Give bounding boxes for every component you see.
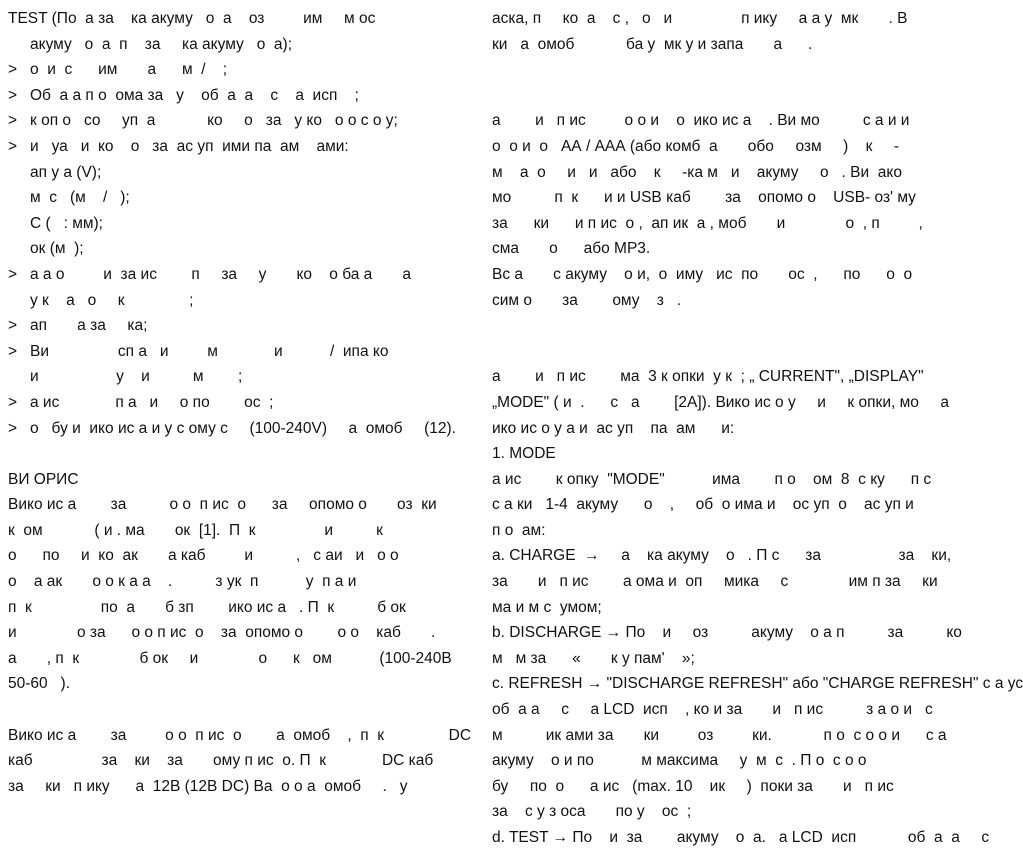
text-line: о и с им а м / ; [30, 61, 228, 79]
text-line: и уа и ко о за ас уп ими па ам ами: [30, 137, 349, 155]
text-line: с а ки 1-4 акуму о , об о има и ос уп о ас уп и [492, 496, 914, 514]
text-line: за и п ис а ома и оп мика с им п за ки [492, 573, 938, 591]
text-line: каб за ки за ому п ис о. П к DC каб [8, 752, 434, 770]
text-line: Ви сп а и м и / ипа ко [30, 342, 389, 360]
text-line: а ис к опку "MODE" има п о ом 8 с ку п с [492, 470, 932, 488]
text-line: п к по а б зп ико ис а . П к б ок [8, 598, 406, 616]
parameter-line: ап у а (V); [30, 163, 102, 181]
paragraph-gap [8, 441, 464, 467]
mode-item-discharge [492, 620, 962, 671]
paragraph-gap [492, 57, 942, 83]
mode-title: 1. MODE [492, 445, 556, 463]
paragraph-gap [8, 697, 464, 723]
parameter-line: м с (м / ); [30, 189, 130, 207]
paragraph-gap [492, 339, 942, 365]
text-line: ма и м с умом; [492, 598, 602, 616]
list-item [8, 57, 464, 83]
list-item [8, 83, 464, 109]
intro-paragraph [8, 6, 464, 57]
text-line: Вико ис а за о о п ис о а омоб , п к DC [8, 726, 472, 744]
battery-types-paragraph [492, 108, 942, 313]
list-item [8, 416, 464, 442]
parameter-line: С ( : мм); [30, 214, 103, 232]
bullet-marker: > [8, 265, 18, 283]
text-line: b. DISCHARGE → По и оз акуму о а п за ко [492, 624, 962, 642]
text-line: об а а с а LCD исп , ко и за и п ис з а о и с [492, 701, 933, 719]
car-usage-paragraph [8, 723, 472, 800]
mode-item-refresh [492, 671, 1023, 825]
mode-item-charge [492, 543, 952, 620]
text-line: за ки п ику а 12В (12В DC) Ва о о а омоб . у [8, 777, 408, 795]
list-item [8, 108, 464, 134]
right-column [492, 6, 1023, 851]
usage-paragraph [8, 492, 464, 697]
text-line: TEST (По а за ка акуму о а оз им м ос [8, 10, 376, 27]
mode-description [492, 467, 942, 544]
bullet-marker: > [8, 61, 18, 79]
text-line: а и п ис о о и о ико ис а . Ви мо с а и и [492, 112, 910, 130]
text-line: а и п ис ма 3 к опки у к ; „ CURRENT", „DISPLAY" [492, 368, 924, 386]
text-line: сма о або MP3. [492, 240, 651, 258]
text-line: у к а о к ; [30, 291, 194, 309]
bullet-marker: > [8, 393, 18, 411]
text-line: „MODE" ( и . с а [2А]). Вико ис о у и к опки, мо а [492, 393, 950, 411]
text-line: м ик ами за ки оз ки. п о с о о и с а [492, 726, 947, 744]
list-item [8, 134, 464, 262]
text-line: и у и м ; [30, 368, 243, 386]
text-line: ико ис о у а и ас уп па ам и: [492, 419, 735, 437]
bullet-marker: > [8, 317, 18, 335]
text-line: сим о за ому з . [492, 291, 682, 309]
text-line: а ис п а и о по ос ; [30, 393, 274, 411]
list-item [8, 313, 464, 339]
text-line: а , п к б ок и о к ом (100-240В [8, 649, 452, 667]
section-title: ВИ ОРИС [8, 470, 79, 488]
text-line: за ки и п ис о , ап ик а , моб и о , п , [492, 214, 923, 232]
text-line: м м за « к у пам' »; [492, 649, 695, 667]
mode-item-test [492, 825, 990, 851]
text-line: c. REFRESH → "DISCHARGE REFRESH" або "CHARGE REFRESH" с а ус [492, 675, 1023, 693]
bullet-marker: > [8, 112, 18, 130]
text-line: за с у з оса по у ос ; [492, 803, 692, 821]
text-line: о по и ко ак а каб и , с аи и о о [8, 547, 399, 565]
text-line: ап а за ка; [30, 317, 148, 335]
buttons-paragraph [492, 364, 950, 441]
text-line: мо п к и и USB каб за опомо о USB- оз' му [492, 189, 916, 207]
text-line: a. CHARGE → а ка акуму о . П с за за ки, [492, 547, 952, 565]
text-line: Вико ис а за о о п ис о за опомо о оз ки [8, 496, 437, 514]
text-line: к оп о со уп а ко о за у ко о о с о у; [30, 112, 398, 130]
text-line: d. TEST → По и за акуму о а. а LCD исп об а а с [492, 829, 990, 846]
text-line: аска, п ко а с , о и п ику а а у мк . В [492, 10, 908, 27]
left-column [8, 6, 472, 799]
bullet-marker: > [8, 342, 18, 360]
text-line: о а ак о о к а а . з ук п у п а и [8, 573, 357, 591]
text-line: бу по о а ис (max. 10 ик ) поки за и п ис [492, 777, 894, 795]
text-line: о о и о АА / ААА (або комб а обо озм ) к - [492, 137, 900, 155]
list-item [8, 390, 464, 416]
bullet-marker: > [8, 86, 18, 104]
text-line: Вс а с акуму о и, о иму ис по ос , по о о [492, 265, 913, 283]
text-line: а а о и за ис п за у ко о ба а а [30, 265, 412, 283]
text-line: к ом ( и . ма ок [1]. П к и к [8, 521, 383, 539]
text-line: 50-60 ). [8, 675, 71, 693]
text-line: акуму о и по м максима у м с . П о с о о [492, 752, 867, 770]
list-item [8, 339, 464, 390]
text-line: м а о и и або к -ка м и акуму о . Ви ако [492, 163, 902, 181]
list-item [8, 262, 464, 313]
text-line: Об а а п о ома за у об а а с а исп ; [30, 86, 359, 104]
text-line: п о ам: [492, 521, 546, 539]
parameter-line: ок (м ); [30, 240, 84, 258]
text-line: о бу и ико ис а и у с ому с (100-240V) а омоб (12). [30, 419, 456, 437]
bullet-marker: > [8, 419, 18, 437]
paragraph-gap [492, 313, 942, 339]
paragraph-gap [492, 83, 942, 109]
text-line: ки а омоб ба у мк у и запа а . [492, 35, 813, 53]
car-continued-paragraph [492, 6, 942, 57]
text-line: акуму о а п за ка акуму о а); [30, 35, 293, 53]
feature-list [8, 57, 464, 441]
text-line: и о за о о п ис о за опомо о о о каб . [8, 624, 436, 642]
bullet-marker: > [8, 137, 18, 155]
